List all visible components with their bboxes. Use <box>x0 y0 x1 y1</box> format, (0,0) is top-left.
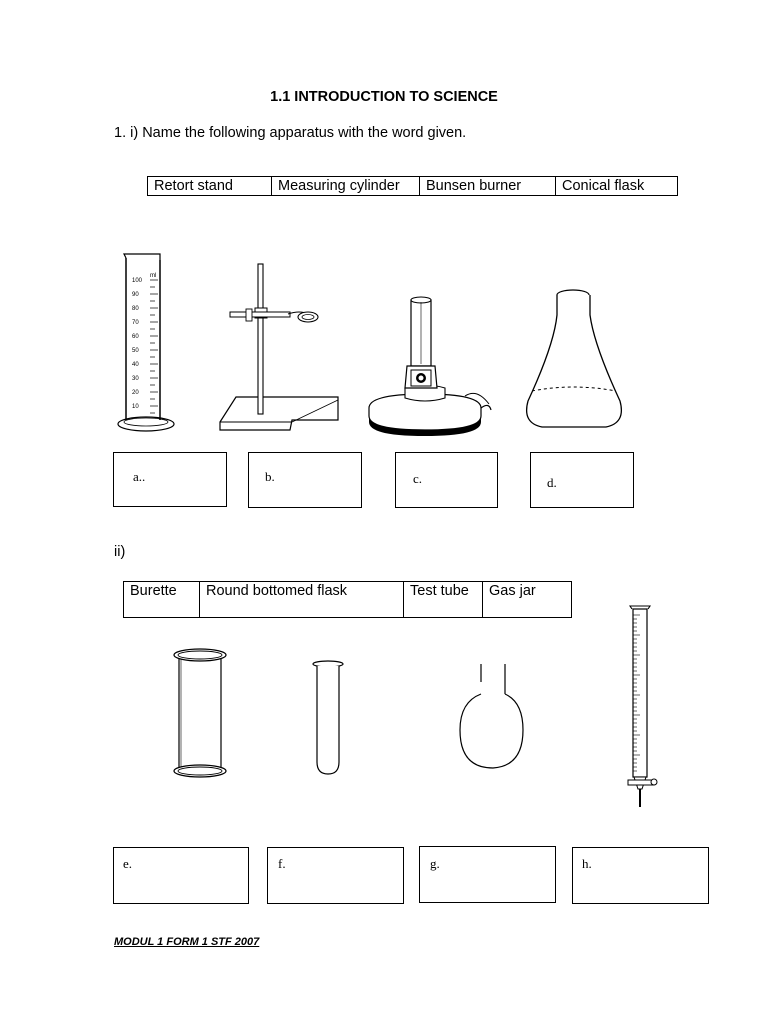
cylinder-scale-label: 80 <box>132 306 139 312</box>
answer-box-h[interactable] <box>572 847 709 904</box>
answer-label-c: c. <box>413 471 423 486</box>
footer-module-label: MODUL 1 FORM 1 STF 2007 <box>114 936 260 948</box>
cylinder-scale-label: 50 <box>132 348 139 354</box>
measuring-cylinder-drawing <box>112 252 182 437</box>
word-bunsen-burner: Bunsen burner <box>420 177 556 196</box>
page-title: 1.1 INTRODUCTION TO SCIENCE <box>270 89 498 105</box>
test-tube-drawing <box>310 658 350 778</box>
cylinder-scale-label: 100 <box>132 278 143 284</box>
answer-box-f[interactable] <box>267 847 404 904</box>
cylinder-scale-label: 20 <box>132 390 139 396</box>
cylinder-unit-label: ml <box>150 273 157 279</box>
cylinder-scale-label: 40 <box>132 362 139 368</box>
retort-stand-drawing <box>216 260 346 435</box>
word-gas-jar: Gas jar <box>483 582 572 618</box>
word-retort-stand: Retort stand <box>148 177 272 196</box>
answer-box-a[interactable] <box>113 452 227 507</box>
burette-drawing <box>620 603 660 813</box>
cylinder-scale-label: 30 <box>132 376 139 382</box>
bunsen-burner-drawing <box>365 290 495 435</box>
cylinder-scale-label: 10 <box>132 404 139 410</box>
answer-label-b: b. <box>265 469 275 484</box>
gas-jar-drawing <box>170 645 232 781</box>
word-round-bottomed-flask: Round bottomed flask <box>200 582 404 618</box>
answer-label-e: e. <box>123 856 133 871</box>
word-conical-flask: Conical flask <box>556 177 678 196</box>
word-measuring-cylinder: Measuring cylinder <box>272 177 420 196</box>
answer-box-e[interactable] <box>113 847 249 904</box>
conical-flask-drawing <box>522 285 627 433</box>
cylinder-scale-label: 70 <box>132 320 139 326</box>
answer-box-d[interactable] <box>530 452 634 508</box>
word-test-tube: Test tube <box>404 582 483 618</box>
answer-label-a: a.. <box>133 469 146 484</box>
answer-box-c[interactable] <box>395 452 498 508</box>
cylinder-scale-label: 60 <box>132 334 139 340</box>
word-bank-1 <box>147 176 678 196</box>
cylinder-scale-label: 90 <box>132 292 139 298</box>
question-1-instruction: 1. i) Name the following apparatus with the word given. <box>114 125 467 141</box>
answer-label-g: g. <box>430 856 440 871</box>
answer-box-b[interactable] <box>248 452 362 508</box>
answer-box-g[interactable] <box>419 846 556 903</box>
answer-label-h: h. <box>582 856 592 871</box>
word-bank-2 <box>123 581 572 618</box>
round-bottomed-flask-drawing <box>455 660 527 772</box>
word-burette: Burette <box>124 582 200 618</box>
question-2-label: ii) <box>114 544 126 560</box>
answer-label-d: d. <box>547 475 557 490</box>
answer-label-f: f. <box>278 856 286 871</box>
